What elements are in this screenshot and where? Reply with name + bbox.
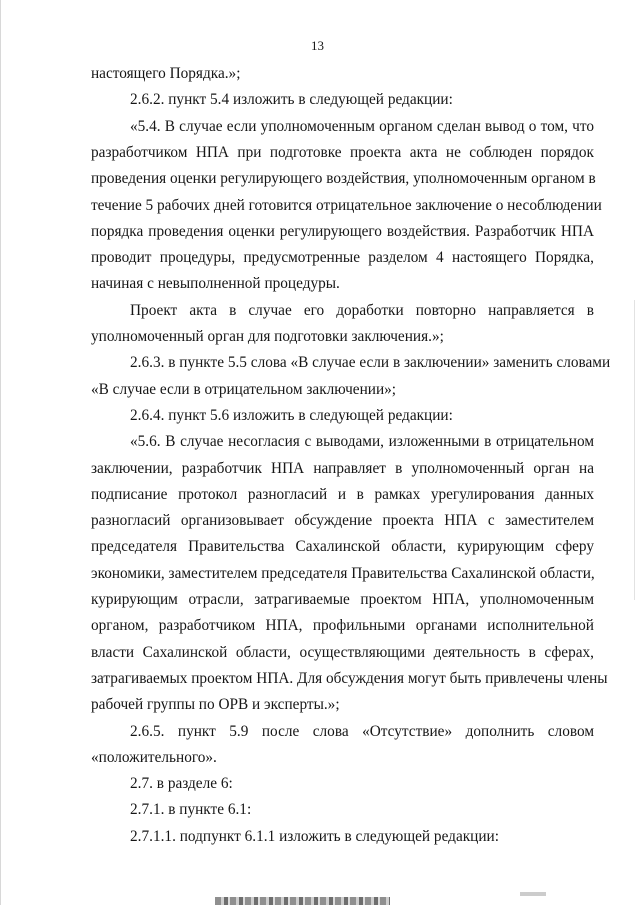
text-line: рабочей группы по ОРВ и эксперты.»;	[91, 696, 340, 713]
text-line: начиная с невыполненной процедуры.	[91, 275, 340, 292]
text-line: 2.7.1.1. подпункт 6.1.1 изложить в следующей редакции:	[130, 828, 499, 845]
text-line: течение 5 рабочих дней готовится отрицательное заключение о несоблюдении	[91, 197, 602, 214]
text-line: власти Сахалинской области, осуществляющими деятельность в сферах,	[91, 644, 594, 661]
text-line: 2.7. в разделе 6:	[130, 775, 233, 792]
text-line: уполномоченный орган для подготовки заключения.»;	[91, 328, 444, 345]
text-line: 2.6.3. в пункте 5.5 слова «В случае если в заключении» заменить словами	[130, 354, 611, 371]
scan-artifact	[215, 897, 390, 905]
text-line: «5.6. В случае несогласия с выводами, изложенными в отрицательном	[130, 433, 594, 450]
text-line: проведения оценки регулирующего воздействия, уполномоченным органом в	[91, 170, 596, 187]
text-line: проводит процедуры, предусмотренные разделом 4 настоящего Порядка,	[91, 249, 594, 266]
text-line: «В случае если в отрицательном заключении»;	[91, 381, 397, 398]
text-line: Проект акта в случае его доработки повторно направляется в	[130, 302, 594, 319]
text-line: настоящего Порядка.»;	[91, 65, 241, 82]
text-line: «положительного».	[91, 749, 217, 766]
text-line: курирующим отрасли, затрагиваемые проектом НПА, уполномоченным	[91, 591, 594, 608]
text-line: «5.4. В случае если уполномоченным органом сделан вывод о том, что	[130, 118, 594, 135]
text-line: подписание протокол разногласий и в рамках урегулирования данных	[91, 486, 594, 503]
scan-artifact	[520, 892, 546, 896]
text-line: заключении, разработчик НПА направляет в уполномоченный орган на	[91, 460, 594, 477]
text-line: порядка проведения оценки регулирующего воздействия. Разработчик НПА	[91, 223, 594, 240]
text-line: 2.6.5. пункт 5.9 после слова «Отсутствие» дополнить словом	[130, 723, 594, 740]
text-line: разработчиком НПА при подготовке проекта акта не соблюден порядок	[91, 144, 594, 161]
text-line: 2.6.2. пункт 5.4 изложить в следующей редакции:	[130, 91, 453, 108]
text-line: органом, разработчиком НПА, профильными органами исполнительной	[91, 617, 594, 634]
text-line: затрагиваемых проектом НПА. Для обсуждения могут быть привлечены члены	[91, 670, 608, 687]
text-line: экономики, заместителем председателя Правительства Сахалинской области,	[91, 565, 595, 582]
text-line: 2.7.1. в пункте 6.1:	[130, 801, 252, 818]
text-line: председателя Правительства Сахалинской области, курирующим сферу	[91, 538, 594, 555]
page-number: 13	[311, 38, 324, 53]
text-line: разногласий организовывает обсуждение проекта НПА с заместителем	[91, 512, 594, 529]
scan-edge	[0, 0, 1, 905]
text-line: 2.6.4. пункт 5.6 изложить в следующей редакции:	[130, 407, 453, 424]
